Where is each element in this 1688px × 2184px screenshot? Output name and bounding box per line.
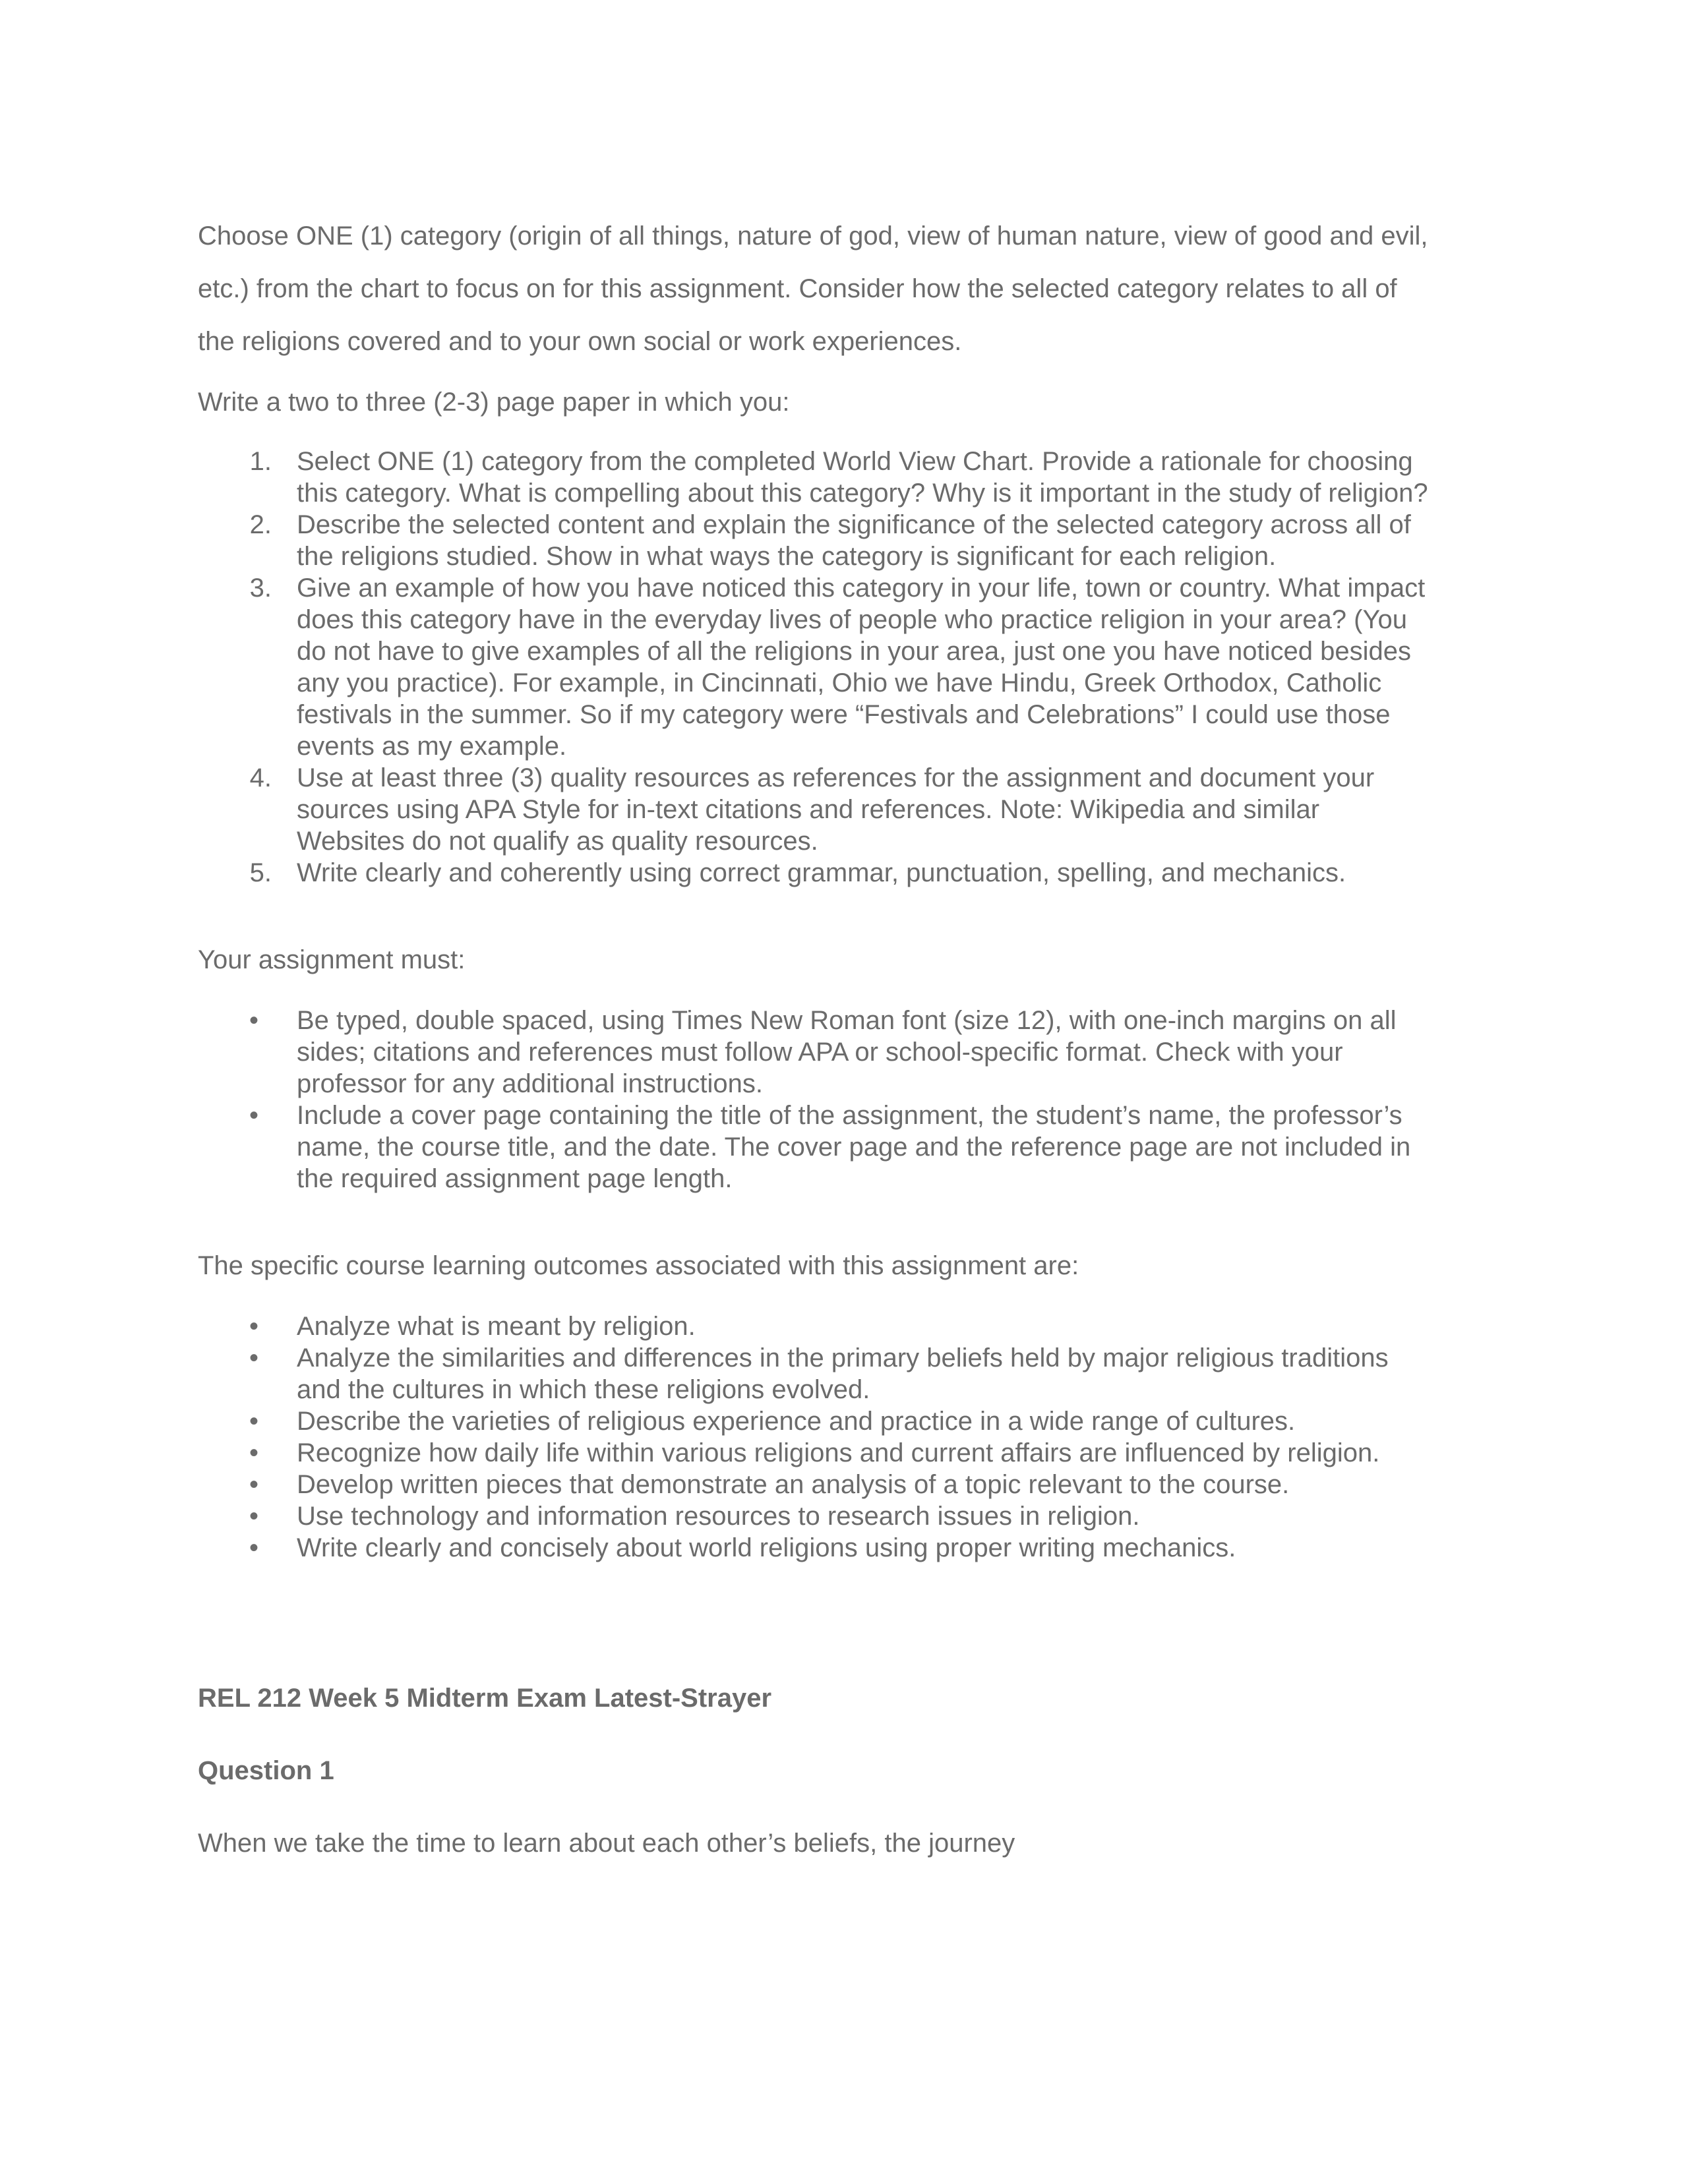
- task-line: do not have to give examples of all the religions in your area, just one you have noticed besides: [297, 637, 1411, 666]
- outcome-line: Write clearly and concisely about world religions using proper writing mechanics.: [297, 1533, 1236, 1562]
- intro-line: Choose ONE (1) category (origin of all things, nature of god, view of human nature, view of good and evil,: [198, 221, 1428, 251]
- question-title: Question 1: [198, 1756, 334, 1785]
- task-item: [198, 762, 1668, 857]
- task-item: [198, 572, 1668, 762]
- list-number: 4.: [249, 763, 272, 792]
- task-line: Describe the selected content and explain the significance of the selected category across all of: [297, 510, 1411, 539]
- bullet: •: [249, 1502, 259, 1531]
- intro-paragraph: [198, 210, 1503, 368]
- bullet: •: [249, 1470, 259, 1499]
- bullet: •: [249, 1006, 259, 1035]
- bullet: •: [249, 1407, 259, 1436]
- bullet: •: [249, 1101, 259, 1130]
- task-line: Select ONE (1) category from the completed World View Chart. Provide a rationale for choosing: [297, 447, 1413, 476]
- list-number: 2.: [249, 510, 272, 539]
- requirement-line: name, the course title, and the date. The cover page and the reference page are not included in: [297, 1133, 1411, 1162]
- task-item: [198, 446, 1668, 509]
- list-number: 5.: [249, 858, 272, 887]
- task-line: any you practice). For example, in Cincinnati, Ohio we have Hindu, Greek Orthodox, Catholic: [297, 668, 1382, 697]
- bullet: •: [249, 1343, 259, 1372]
- task-line: Websites do not qualify as quality resources.: [297, 827, 818, 856]
- requirement-line: Include a cover page containing the title of the assignment, the student’s name, the professor’s: [297, 1101, 1402, 1130]
- task-line: Give an example of how you have noticed this category in your life, town or country. What impact: [297, 574, 1426, 603]
- outcome-item: [198, 1342, 1668, 1405]
- outcome-line: Analyze what is meant by religion.: [297, 1312, 696, 1341]
- list-number: 1.: [249, 447, 272, 476]
- outcomes-list: [198, 1311, 1503, 1564]
- requirements-heading: Your assignment must:: [198, 945, 466, 974]
- outcome-line: Develop written pieces that demonstrate an analysis of a topic relevant to the course.: [297, 1470, 1290, 1499]
- requirement-line: professor for any additional instructions.: [297, 1069, 764, 1098]
- intro-line: the religions covered and to your own social or work experiences.: [198, 327, 962, 356]
- bullet: •: [249, 1533, 259, 1562]
- task-line: festivals in the summer. So if my category were “Festivals and Celebrations” I could use those: [297, 700, 1391, 729]
- requirement-line: sides; citations and references must follow APA or school-specific format. Check with your: [297, 1038, 1343, 1067]
- bullet: •: [249, 1438, 259, 1467]
- bullet: •: [249, 1312, 259, 1341]
- task-item: [198, 857, 1668, 889]
- requirement-line: Be typed, double spaced, using Times New Roman font (size 12), with one-inch margins on all: [297, 1006, 1397, 1035]
- outcome-line: Describe the varieties of religious experience and practice in a wide range of cultures.: [297, 1407, 1296, 1436]
- outcome-line: and the cultures in which these religions evolved.: [297, 1375, 870, 1404]
- outcome-line: Analyze the similarities and differences in the primary beliefs held by major religious traditions: [297, 1343, 1389, 1372]
- requirement-item: [198, 1100, 1668, 1195]
- task-line: does this category have in the everyday lives of people who practice religion in your area? (You: [297, 605, 1407, 634]
- outcome-line: Recognize how daily life within various religions and current affairs are influenced by religion.: [297, 1438, 1380, 1467]
- requirement-line: the required assignment page length.: [297, 1164, 733, 1193]
- outcome-item: [198, 1437, 1668, 1469]
- question-text: When we take the time to learn about each other’s beliefs, the journey: [198, 1829, 1015, 1858]
- outcome-item: [198, 1500, 1668, 1532]
- task-item: [198, 509, 1668, 572]
- task-line: the religions studied. Show in what ways the category is significant for each religion.: [297, 542, 1277, 571]
- write-prompt: Write a two to three (2-3) page paper in which you:: [198, 388, 790, 417]
- outcome-line: Use technology and information resources to research issues in religion.: [297, 1502, 1140, 1531]
- task-line: sources using APA Style for in-text citations and references. Note: Wikipedia and similar: [297, 795, 1320, 824]
- requirement-item: [198, 1005, 1668, 1100]
- outcome-item: [198, 1405, 1668, 1437]
- outcomes-heading: The specific course learning outcomes associated with this assignment are:: [198, 1251, 1079, 1280]
- exam-title: REL 212 Week 5 Midterm Exam Latest-Strayer: [198, 1684, 772, 1713]
- list-number: 3.: [249, 574, 272, 603]
- outcome-item: [198, 1311, 1668, 1342]
- requirements-list: [198, 1005, 1503, 1195]
- task-line: events as my example.: [297, 732, 567, 761]
- task-line: Use at least three (3) quality resources as references for the assignment and document your: [297, 763, 1375, 792]
- task-list: [198, 446, 1503, 889]
- outcome-item: [198, 1469, 1668, 1500]
- task-line: this category. What is compelling about this category? Why is it important in the study of religion?: [297, 479, 1428, 508]
- document-page: [198, 210, 1503, 1859]
- task-line: Write clearly and coherently using correct grammar, punctuation, spelling, and mechanics.: [297, 858, 1346, 887]
- outcome-item: [198, 1532, 1668, 1564]
- intro-line: etc.) from the chart to focus on for this assignment. Consider how the selected category relates to all of: [198, 274, 1397, 303]
